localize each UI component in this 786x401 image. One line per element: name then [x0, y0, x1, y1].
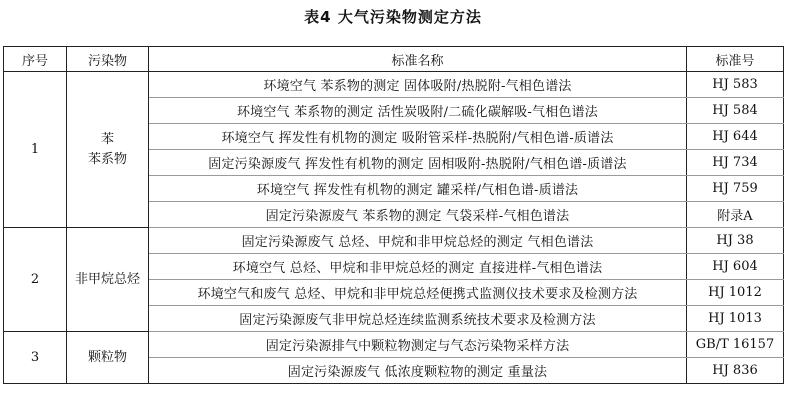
standard-code: HJ 759	[687, 176, 784, 202]
standard-code: HJ 583	[687, 72, 784, 98]
table-caption: 表4 大气污染物测定方法	[304, 8, 482, 26]
group-pollutant	[67, 72, 149, 228]
standard-code: HJ 836	[687, 358, 784, 384]
standard-code: HJ 38	[687, 228, 784, 254]
standard-name: 环境空气 苯系物的测定 活性炭吸附/二硫化碳解吸-气相色谱法	[149, 98, 687, 124]
pollutant-label: 苯系物	[87, 151, 127, 167]
standard-code: HJ 1012	[687, 280, 784, 306]
standard-code: HJ 644	[687, 124, 784, 150]
header-no: 序号	[4, 47, 67, 72]
standards-table	[3, 46, 784, 384]
standard-name: 固定污染源废气 挥发性有机物的测定 固相吸附-热脱附/气相色谱-质谱法	[149, 150, 687, 176]
standard-name: 固定污染源废气 低浓度颗粒物的测定 重量法	[149, 358, 687, 384]
standard-name: 环境空气 总烃、甲烷和非甲烷总烃的测定 直接进样-气相色谱法	[149, 254, 687, 280]
standard-name: 固定污染源排气中颗粒物测定与气态污染物采样方法	[149, 332, 687, 358]
standard-name: 环境空气 挥发性有机物的测定 吸附管采样-热脱附/气相色谱-质谱法	[149, 124, 687, 150]
table-row	[4, 72, 784, 98]
table-row	[4, 228, 784, 254]
standard-name: 环境空气和废气 总烃、甲烷和非甲烷总烃便携式监测仪技术要求及检测方法	[149, 280, 687, 306]
standard-code: HJ 604	[687, 254, 784, 280]
header-standard-name: 标准名称	[149, 47, 687, 72]
standard-name: 环境空气 苯系物的测定 固体吸附/热脱附-气相色谱法	[149, 72, 687, 98]
pollutant-label: 颗粒物	[87, 349, 127, 365]
header-pollutant: 污染物	[67, 47, 149, 72]
standard-code: HJ 584	[687, 98, 784, 124]
group-no: 2	[4, 228, 67, 332]
header-row	[4, 47, 784, 72]
standard-code: 附录A	[687, 202, 784, 228]
standard-name: 固定污染源废气 苯系物的测定 气袋采样-气相色谱法	[149, 202, 687, 228]
standard-code: HJ 1013	[687, 306, 784, 332]
pollutant-label: 非甲烷总烃	[74, 271, 140, 287]
standard-name: 固定污染源废气非甲烷总烃连续监测系统技术要求及检测方法	[149, 306, 687, 332]
pollutant-label: 苯	[100, 131, 114, 147]
group-pollutant	[67, 228, 149, 332]
standard-name: 固定污染源废气 总烃、甲烷和非甲烷总烃的测定 气相色谱法	[149, 228, 687, 254]
header-standard-code: 标准号	[687, 47, 784, 72]
table-row	[4, 332, 784, 358]
group-no: 3	[4, 332, 67, 384]
group-no: 1	[4, 72, 67, 228]
group-pollutant	[67, 332, 149, 384]
standard-code: HJ 734	[687, 150, 784, 176]
standard-code: GB/T 16157	[687, 332, 784, 358]
standard-name: 环境空气 挥发性有机物的测定 罐采样/气相色谱-质谱法	[149, 176, 687, 202]
